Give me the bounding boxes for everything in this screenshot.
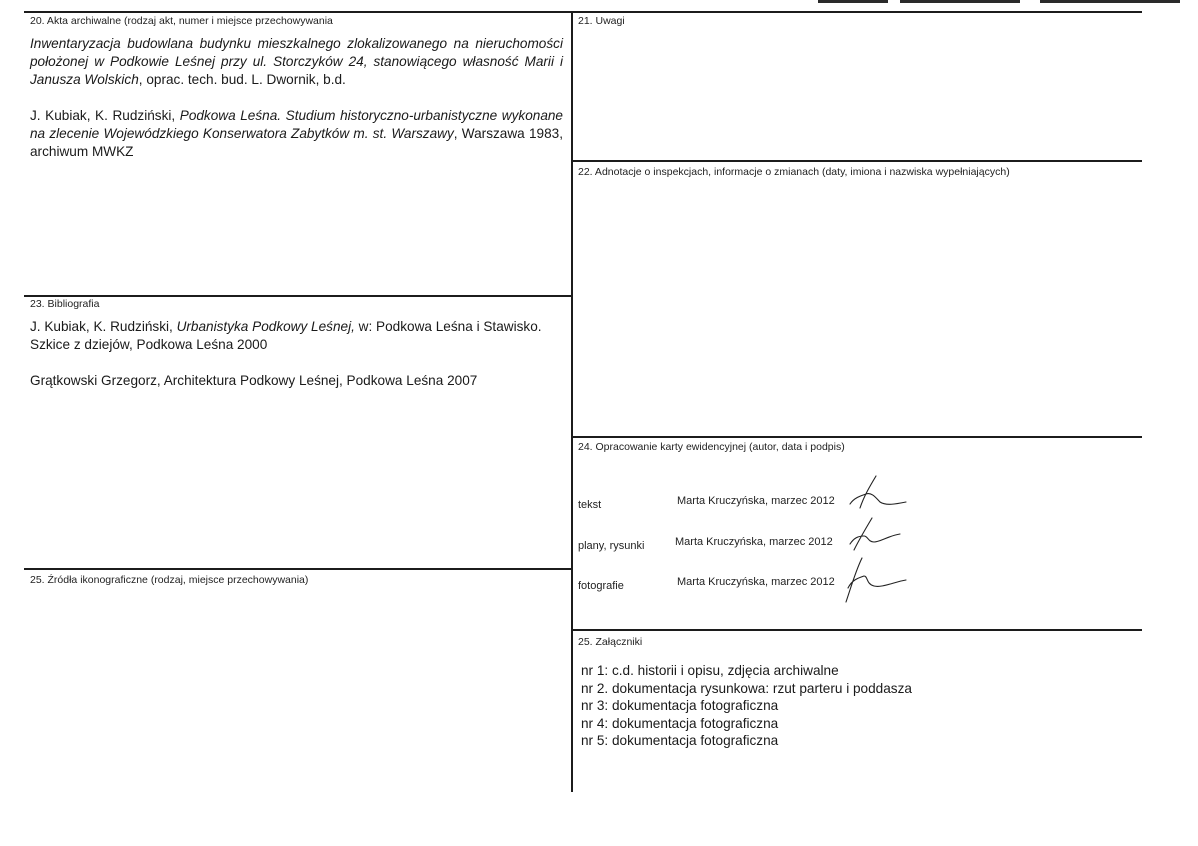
archive-entry-1 (30, 35, 563, 89)
signature-row-author: Marta Kruczyńska, marzec 2012 (675, 536, 833, 548)
archive-entry-2-rest: , Warszawa 1983, archiwum MWKZ (30, 126, 563, 159)
archive-entry-2 (30, 107, 563, 161)
signature-row-type: fotografie (578, 580, 624, 592)
attachments-list (581, 662, 912, 750)
scan-edge-mark (900, 0, 1020, 3)
archive-entry-2-title: Podkowa Leśna. Studium historyczno-urbanistyczne wykonane na zlecenie Wojewódzkiego Konserwatora Zabytków m. st. Warszawy (30, 108, 563, 141)
signature-row-author: Marta Kruczyńska, marzec 2012 (677, 495, 835, 507)
scan-edge-mark (818, 0, 888, 3)
scan-edge-mark (1040, 0, 1180, 3)
handwritten-signature (846, 474, 910, 518)
archive-entry-2-authors: J. Kubiak, K. Rudziński, (30, 108, 180, 123)
section-22-label: 22. Adnotacje o inspekcjach, informacje o zmianach (daty, imiona i nazwiska wypełniających) (578, 166, 1010, 178)
attachment-item: nr 1: c.d. historii i opisu, zdjęcia archiwalne (581, 663, 839, 678)
signature-row-type: plany, rysunki (578, 540, 645, 552)
section-21-label: 21. Uwagi (578, 15, 625, 27)
attachment-item: nr 5: dokumentacja fotograficzna (581, 733, 779, 748)
divider-22-24 (572, 436, 1142, 438)
divider-24-25 (572, 629, 1142, 631)
section-25-attachments-label: 25. Załączniki (578, 636, 643, 648)
divider-21-22 (572, 160, 1142, 162)
divider-20-23 (24, 295, 572, 297)
signature-row-type: tekst (578, 499, 602, 511)
handwritten-signature (840, 556, 910, 606)
bibliography-entry-1-title: Urbanistyka Podkowy Leśnej, (176, 319, 355, 334)
signature-row-author: Marta Kruczyńska, marzec 2012 (677, 576, 835, 588)
section-23-label: 23. Bibliografia (30, 298, 100, 310)
section-25-iconographic-label: 25. Źródła ikonograficzne (rodzaj, miejsce przechowywania) (30, 574, 309, 586)
bibliography-entry-1 (30, 318, 570, 354)
bibliography-entry-1-authors: J. Kubiak, K. Rudziński, (30, 319, 177, 334)
archive-entry-1-title: Inwentaryzacja budowlana budynku mieszkalnego zlokalizowanego na nieruchomości położonej w Podkowie Leśnej przy ul. Storczyków 24, stanowiącego własność Marii i Janusza Wolskich (30, 36, 563, 87)
attachment-item: nr 4: dokumentacja fotograficzna (581, 715, 779, 731)
divider-23-25 (24, 568, 572, 570)
bibliography-entry-2: Grątkowski Grzegorz, Architektura Podkowy Leśnej, Podkowa Leśna 2007 (30, 373, 478, 388)
archive-entry-1-rest: , oprac. tech. bud. L. Dwornik, b.d. (138, 72, 346, 87)
column-divider (571, 11, 573, 792)
bibliography-entry-1-rest: w: Podkowa Leśna i Stawisko. Szkice z dziejów, Podkowa Leśna 2000 (30, 319, 542, 352)
attachment-item: nr 3: dokumentacja fotograficzna (581, 698, 779, 713)
section-24-label: 24. Opracowanie karty ewidencyjnej (autor, data i podpis) (578, 441, 845, 453)
section-23-content (30, 318, 570, 390)
section-20-content (30, 35, 563, 161)
attachment-item: nr 2. dokumentacja rysunkowa: rzut parteru i poddasza (581, 680, 912, 696)
handwritten-signature (844, 516, 908, 556)
section-20-label: 20. Akta archiwalne (rodzaj akt, numer i miejsce przechowywania (30, 15, 333, 27)
top-border (24, 11, 1142, 13)
